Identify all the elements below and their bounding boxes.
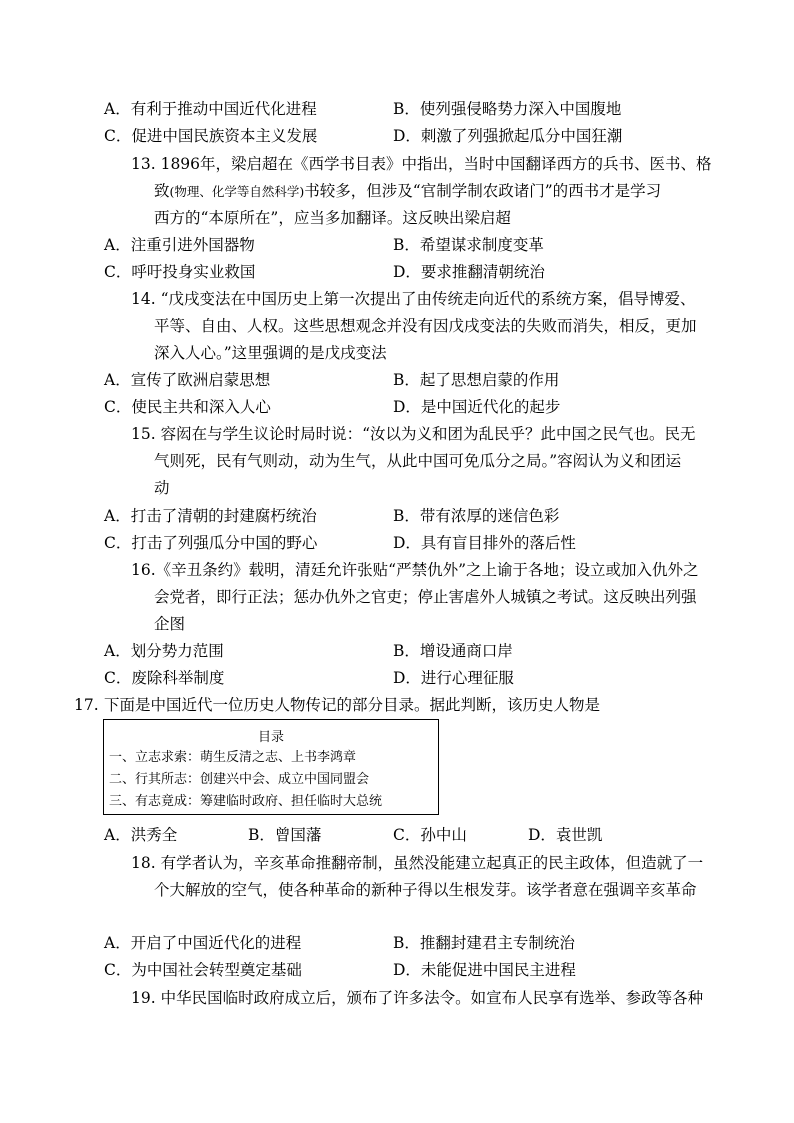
q16-option-b: B．增设通商口岸 xyxy=(393,642,513,660)
q13-stem-text: 致 xyxy=(154,182,170,200)
q14-option-a: A．宣传了欧洲启蒙思想 xyxy=(104,371,271,389)
toc-item: 一、立志求索：萌生反清之志、上书李鸿章 xyxy=(109,750,357,765)
q13-stem-line-2 xyxy=(154,181,661,202)
q12-option-d: D．刺激了列强掀起瓜分中国狂潮 xyxy=(393,127,623,145)
q18-option-d: D．未能促进中国民主进程 xyxy=(393,961,576,979)
q15-option-b: B．带有浓厚的迷信色彩 xyxy=(393,507,560,525)
q17-stem: 下面是中国近代一位历史人物传记的部分目录。据此判断，该历史人物是 xyxy=(104,696,601,714)
toc-item: 三、有志竟成：筹建临时政府、担任临时大总统 xyxy=(109,794,383,809)
q14-option-d: D．是中国近代化的起步 xyxy=(393,398,561,416)
q18-option-c: C．为中国社会转型奠定基础 xyxy=(104,961,302,979)
q13-option-d: D．要求推翻清朝统治 xyxy=(393,263,545,281)
q17-option-d: D．袁世凯 xyxy=(528,826,603,844)
q13-stem-note: (物理、化学等自然科学) xyxy=(169,184,305,199)
q17-option-b: B．曾国藩 xyxy=(248,826,322,844)
q14-option-c: C．使民主共和深入人心 xyxy=(104,398,271,416)
q12-option-c: C．促进中国民族资本主义发展 xyxy=(104,127,318,145)
q13-option-b: B．希望谋求制度变革 xyxy=(393,236,544,254)
q14-option-b: B．起了思想启蒙的作用 xyxy=(393,371,560,389)
toc-title: 目录 xyxy=(257,730,284,745)
q15-stem-line-1: 15. 容闳在与学生议论时局时说：“汝以为义和团为乱民乎？此中国之民气也。民无 xyxy=(131,425,696,443)
q14-stem-line-1: 14. “戊戌变法在中国历史上第一次提出了由传统走向近代的系统方案，倡导博爱、 xyxy=(131,290,696,308)
table-of-contents-box xyxy=(103,719,439,815)
q19-stem-line-1: 19. 中华民国临时政府成立后，颁布了许多法令。如宣布人民享有选举、参政等各种 xyxy=(131,989,704,1007)
q13-stem-line-1: 13. 1896年，梁启超在《西学书目表》中指出，当时中国翻译西方的兵书、医书、格 xyxy=(131,155,712,173)
q16-option-c: C．废除科举制度 xyxy=(104,669,225,687)
q13-stem-text: 书较多，但涉及“官制学制农政诸门”的西书才是学习 xyxy=(304,182,662,200)
q15-stem-line-3: 动 xyxy=(154,479,170,497)
q18-stem-line-2: 个大解放的空气，使各种革命的新种子得以生根发芽。该学者意在强调辛亥革命 xyxy=(154,881,697,899)
q15-option-d: D．具有盲目排外的落后性 xyxy=(393,534,576,552)
q17-option-c: C．孙中山 xyxy=(393,826,467,844)
q13-option-a: A．注重引进外国器物 xyxy=(104,236,255,254)
q13-stem-line-3: 西方的“本原所在”，应当多加翻译。这反映出梁启超 xyxy=(154,209,511,227)
toc-item: 二、行其所志：创建兴中会、成立中国同盟会 xyxy=(109,772,370,787)
q18-option-a: A．开启了中国近代化的进程 xyxy=(104,934,302,952)
q12-option-b: B．使列强侵略势力深入中国腹地 xyxy=(393,100,622,118)
q14-stem-line-3: 深入人心。”这里强调的是戊戌变法 xyxy=(154,344,387,362)
q13-option-c: C．呼吁投身实业救国 xyxy=(104,263,256,281)
q16-option-a: A．划分势力范围 xyxy=(104,642,224,660)
q15-option-a: A．打击了清朝的封建腐朽统治 xyxy=(104,507,317,525)
q15-stem-line-2: 气则死，民有气则动，动为生气，从此中国可免瓜分之局。”容闳认为义和团运 xyxy=(154,452,682,470)
q16-stem-line-1: 16.《辛丑条约》载明，清廷允许张贴“严禁仇外”之上谕于各地；设立或加入仇外之 xyxy=(131,561,699,579)
q12-option-a: A．有利于推动中国近代化进程 xyxy=(104,100,317,118)
q15-option-c: C．打击了列强瓜分中国的野心 xyxy=(104,534,318,552)
q16-stem-line-2: 会党者，即行正法；惩办仇外之官吏；停止害虐外人城镇之考试。这反映出列强 xyxy=(154,588,697,606)
q17-number: 17. xyxy=(74,696,99,714)
q14-stem-line-2: 平等、自由、人权。这些思想观念并没有因戊戌变法的失败而消失，相反，更加 xyxy=(154,317,697,335)
q16-stem-line-3: 企图 xyxy=(154,615,186,633)
q18-option-b: B．推翻封建君主专制统治 xyxy=(393,934,575,952)
q17-option-a: A．洪秀全 xyxy=(104,826,178,844)
q16-option-d: D．进行心理征服 xyxy=(393,669,514,687)
q18-stem-line-1: 18. 有学者认为，辛亥革命推翻帝制，虽然没能建立起真正的民主政体，但造就了一 xyxy=(131,854,704,872)
